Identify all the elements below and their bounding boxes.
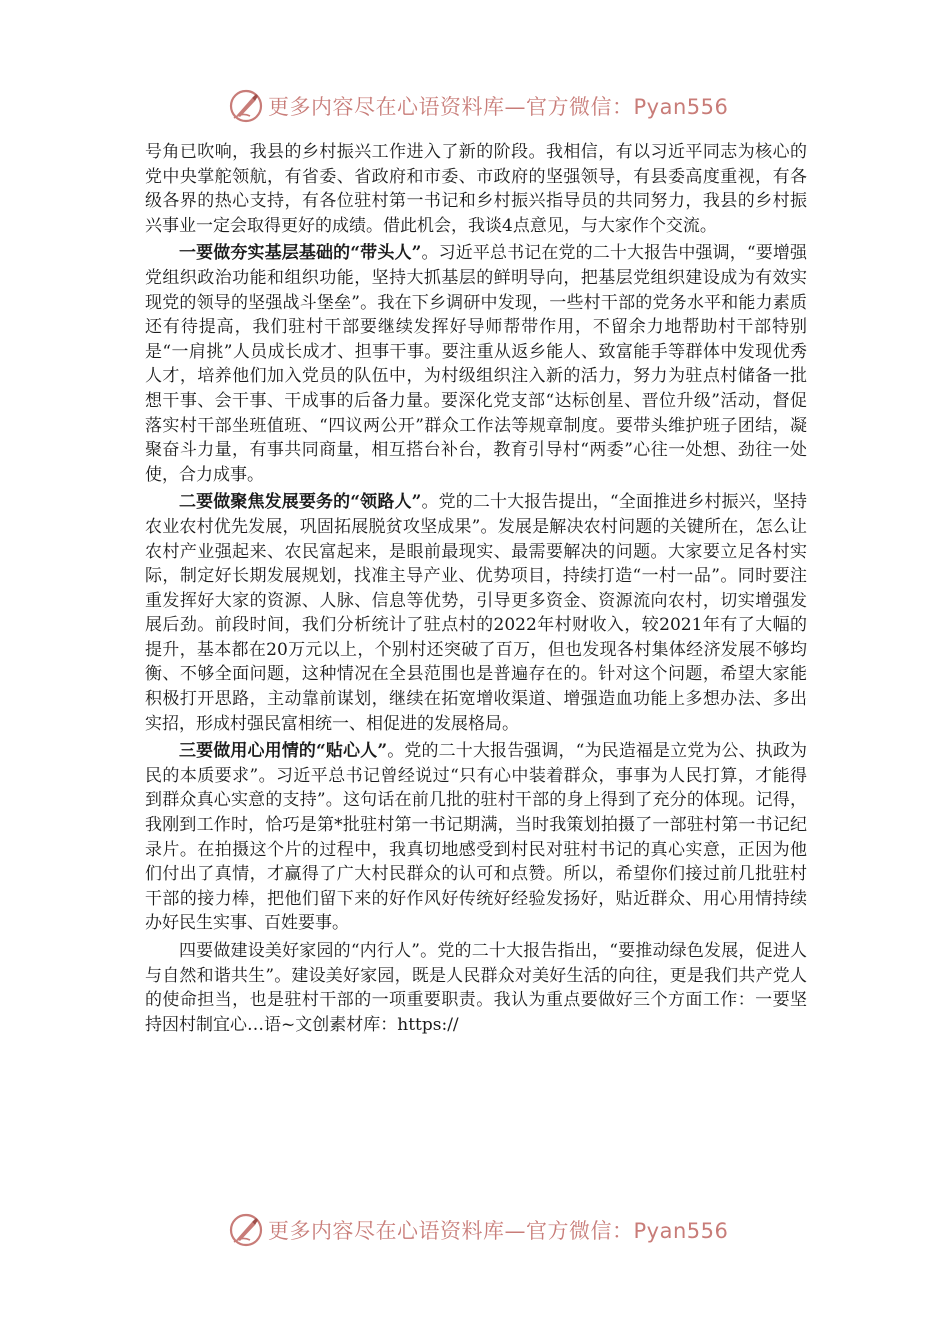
- header-watermark-banner: [228, 86, 728, 126]
- footer-watermark-text: 更多内容尽在心语资料库—官方微信：Pyan556: [268, 1219, 729, 1243]
- footer-watermark-banner: [228, 1210, 728, 1250]
- point-3-body: 。党的二十大报告强调，“为民造福是立党为公、执政为民的本质要求”。习近平总书记曾经说过“只有心中装着群众，事事为人民打算，才能得到群众真心实意的支持”。这句话在前几批的驻村干部的身上得到了充分的体现。记得，我刚到工作时，恰巧是第*批驻村第一书记期满，当时我策划拍摄了一部驻村第一书记纪录片。在拍摄这个片的过程中，我真切地感受到村民对驻村书记的真心实意，正因为他们付出了真情，才赢得了广大村民群众的认可和点赞。所以，希望你们接过前几批驻村干部的接力棒，把他们留下来的好作风好传统好经验发扬好，贴近群众、用心用情持续办好民生实事、百姓要事。: [145, 741, 807, 934]
- paragraph-point-1: [145, 241, 807, 487]
- paragraph-intro: 号角已吹响，我县的乡村振兴工作进入了新的阶段。我相信，有以习近平同志为核心的党中央掌舵领航，有省委、省政府和市委、市政府的坚强领导，有县委高度重视，有各级各界的热心支持，有各位驻村第一书记和乡村振兴指导员的共同努力，我县的乡村振兴事业一定会取得更好的成绩。借此机会，我谈4点意见，与大家作个交流。: [145, 142, 807, 236]
- point-2-heading: 二要做聚焦发展要务的“领路人”: [179, 492, 422, 513]
- point-1-heading: 一要做夯实基层基础的“带头人”: [179, 243, 422, 264]
- point-2-body: 。党的二十大报告提出，“全面推进乡村振兴，坚持农业农村优先发展，巩固拓展脱贫攻坚成果”。发展是解决农村问题的关键所在，怎么让农村产业强起来、农民富起来，是眼前最现实、最需要解决的问题。大家要立足各村实际，制定好长期发展规划，找准主导产业、优势项目，持续打造“一村一品”。同时要注重发挥好大家的资源、人脉、信息等优势，引导更多资金、资源流向农村，切实增强发展后劲。前段时间，我们分析统计了驻点村的2022年村财收入，较2021年有了大幅的提升，基本都在20万元以上，个别村还突破了百万，但也发现各村集体经济发展不够均衡、不够全面问题，这种情况在全县范围也是普遍存在的。针对这个问题，希望大家能积极打开思路，主动靠前谋划，继续在拓宽增收渠道、增强造血功能上多想办法、多出实招，形成村强民富相统一、相促进的发展格局。: [145, 492, 807, 734]
- point-4-body: 四要做建设美好家园的“内行人”。党的二十大报告指出，“要推动绿色发展，促进人与自然和谐共生”。建设美好家园，既是人民群众对美好生活的向往，更是我们共产党人的使命担当，也是驻村干部的一项重要职责。我认为重点要做好三个方面工作：一要坚持因村制宜心…语~文创素材库：https://: [145, 941, 807, 1035]
- document-body: [145, 140, 807, 1040]
- point-1-body: 。习近平总书记在党的二十大报告中强调，“要增强党组织政治功能和组织功能，坚持大抓基层的鲜明导向，把基层党组织建设成为有效实现党的领导的坚强战斗堡垒”。我在下乡调研中发现，一些村干部的党务水平和能力素质还有待提高，我们驻村干部要继续发挥好导师帮带作用，不留余力地帮助村干部特别是“一肩挑”人员成长成才、担事干事。要注重从返乡能人、致富能手等群体中发现优秀人才，培养他们加入党员的队伍中，为村级组织注入新的活力，努力为驻点村储备一批想干事、会干事、干成事的后备力量。要深化党支部“达标创星、晋位升级”活动，督促落实村干部坐班值班、“四议两公开”群众工作法等规章制度。要带头维护班子团结，凝聚奋斗力量，有事共同商量，相互搭台补台，教育引导村“两委”心往一处想、劲往一处使，合力成事。: [145, 243, 807, 485]
- paragraph-point-2: [145, 490, 807, 736]
- pen-logo-icon: [228, 1212, 264, 1248]
- pen-logo-icon: [228, 88, 264, 124]
- point-3-heading: 三要做用心用情的“贴心人”: [179, 741, 388, 762]
- header-watermark-text: 更多内容尽在心语资料库—官方微信：Pyan556: [268, 95, 729, 119]
- paragraph-point-4: [145, 939, 807, 1037]
- paragraph-point-3: [145, 739, 807, 936]
